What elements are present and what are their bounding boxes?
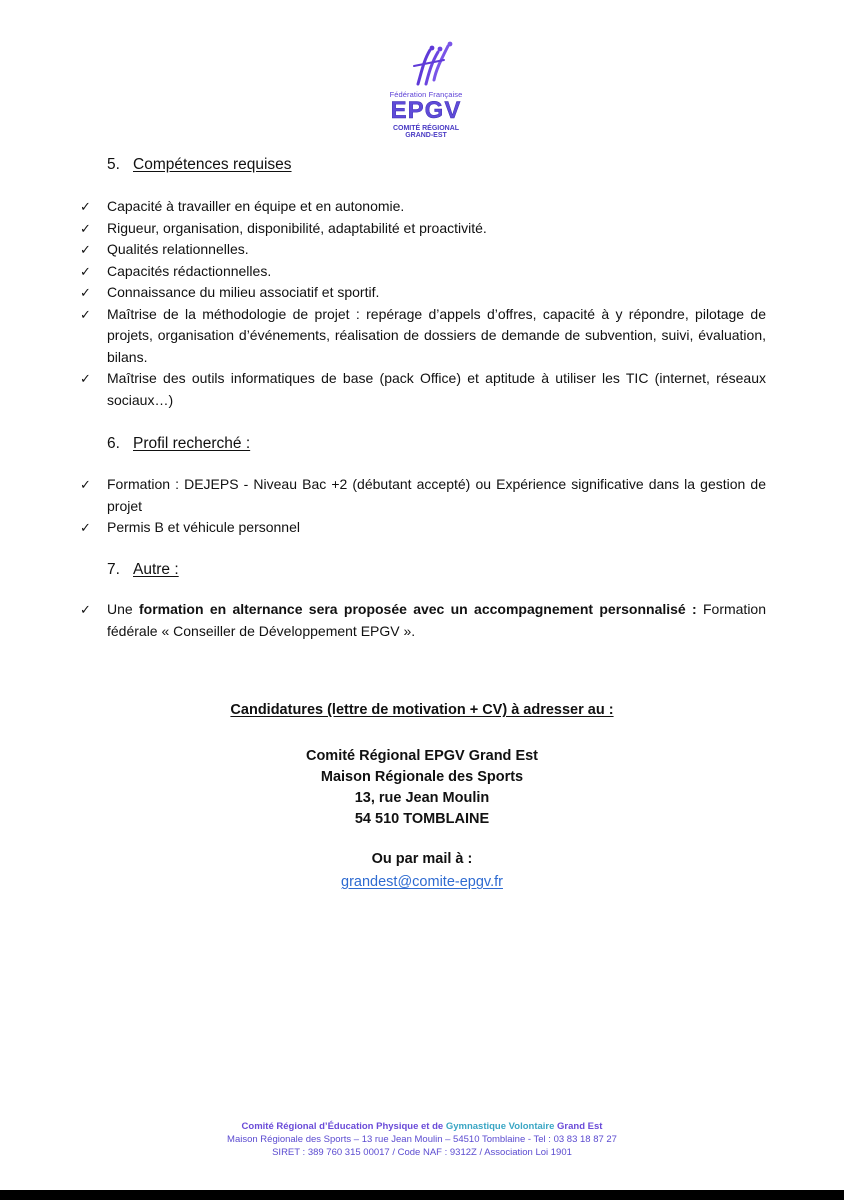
check-icon: ✓ — [80, 285, 91, 300]
postal-address — [0, 746, 844, 830]
section-5-list — [80, 196, 766, 411]
list-item — [80, 239, 766, 261]
email-wrap — [0, 873, 844, 891]
list-item-text: Rigueur, organisation, disponibilité, adaptabilité et proactivité. — [107, 219, 487, 236]
address-line: Maison Régionale des Sports — [320, 769, 524, 785]
section-6-heading — [107, 435, 250, 453]
logo-region-text: GRAND-EST — [405, 132, 447, 139]
candidature-heading: Candidatures (lettre de motivation + CV) à adresser au : — [230, 702, 614, 718]
list-item-text: Capacités rédactionnelles. — [107, 262, 272, 279]
section-5-heading — [107, 156, 292, 174]
check-icon: ✓ — [80, 520, 91, 535]
candidature-heading-wrap — [0, 701, 844, 719]
list-item-text: Capacité à travailler en équipe et en autonomie. — [107, 198, 405, 214]
section-title: Autre : — [133, 561, 179, 578]
footer-siret-line: SIRET : 389 760 315 00017 / Code NAF : 9312Z / Association Loi 1901 — [272, 1147, 572, 1158]
list-item-text: Maîtrise de la méthodologie de projet : repérage d’appels d’offres, capacité à y répondre, pilotage de projets, organisation d’événements, réalisation de dossiers de demande de subvention, suivi, évaluation, bilans. — [107, 305, 766, 365]
list-item — [80, 282, 766, 304]
list-item-post: Formation fédérale « Conseiller de Développement EPGV ». — [107, 601, 767, 639]
list-item — [80, 474, 766, 517]
or-mail-wrap — [0, 849, 844, 870]
section-title: Profil recherché : — [133, 435, 251, 452]
gymnast-figures-icon — [396, 40, 456, 88]
logo-comite-text: COMITÉ RÉGIONAL — [392, 125, 460, 132]
list-item-bold: formation en alternance sera proposée avec un accompagnement personnalisé : — [138, 601, 697, 617]
footer-text: Grand Est — [554, 1121, 603, 1132]
check-icon: ✓ — [80, 220, 91, 236]
address-line: 13, rue Jean Moulin — [354, 790, 490, 806]
list-item — [80, 196, 766, 218]
logo-epgv-text: EPGV — [390, 97, 462, 124]
list-item — [80, 517, 766, 539]
check-icon: ✓ — [80, 602, 91, 617]
footer-text: d’Éducation Physique — [319, 1121, 419, 1132]
list-item-text: Qualités relationnelles. — [107, 241, 249, 257]
footer — [0, 1120, 844, 1159]
footer-address-line: Maison Régionale des Sports – 13 rue Jean Moulin – 54510 Tomblaine - Tel : 03 83 18 87 27 — [227, 1134, 617, 1145]
section-6-list — [80, 474, 766, 539]
check-icon: ✓ — [80, 199, 91, 214]
section-7-heading — [107, 561, 179, 579]
address-line: 54 510 TOMBLAINE — [354, 811, 490, 827]
section-number: 5. — [107, 156, 120, 173]
list-item — [80, 218, 766, 240]
list-item — [80, 599, 766, 642]
section-7-list — [80, 599, 766, 642]
list-item-text: Permis B et véhicule personnel — [107, 519, 300, 535]
section-number: 6. — [107, 435, 120, 452]
check-icon: ✓ — [80, 371, 91, 386]
list-item-text: Formation : DEJEPS - Niveau Bac +2 (débutant accepté) ou Expérience significative dans la gestion de projet — [107, 476, 766, 514]
bottom-edge-bar — [0, 1190, 844, 1200]
footer-org-line — [0, 1120, 844, 1133]
section-number: 7. — [107, 561, 120, 578]
list-item-text: Connaissance du milieu associatif et sportif. — [107, 284, 380, 300]
or-mail-label: Ou par mail à : — [371, 851, 473, 867]
check-icon: ✓ — [80, 306, 91, 322]
check-icon: ✓ — [80, 477, 91, 492]
logo-federation-text: Fédération Française — [389, 90, 463, 99]
check-icon: ✓ — [80, 242, 91, 257]
section-title: Compétences requises — [133, 156, 292, 173]
footer-text: Comité Régional — [241, 1121, 320, 1132]
list-item — [80, 261, 766, 283]
list-item-text: Maîtrise des outils informatiques de base (pack Office) et aptitude à utiliser les TIC (internet, réseaux sociaux…) — [107, 370, 766, 408]
footer-text: Gymnastique Volontaire — [445, 1121, 555, 1132]
list-item — [80, 304, 766, 369]
epgv-logo — [384, 40, 468, 160]
check-icon: ✓ — [80, 263, 91, 279]
footer-text: et de — [418, 1121, 446, 1132]
list-item-pre: Une — [107, 601, 139, 617]
email-link[interactable]: grandest@comite-epgv.fr — [341, 874, 503, 890]
address-line: Comité Régional EPGV Grand Est — [305, 748, 539, 764]
list-item — [80, 368, 766, 411]
